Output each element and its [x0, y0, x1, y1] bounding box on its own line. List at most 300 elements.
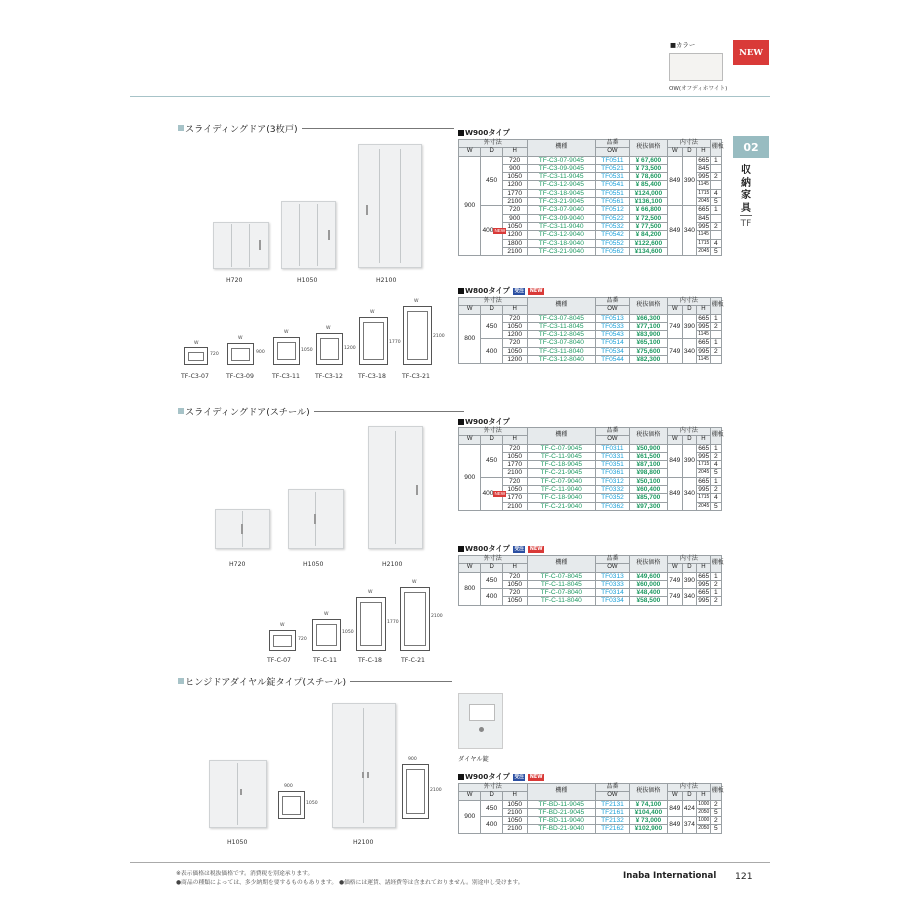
table-row: [459, 477, 722, 485]
cell-shelves: 2: [710, 347, 721, 355]
cell-inner-height: 665: [698, 339, 710, 347]
cell-height: 720: [502, 589, 527, 597]
schematic-label: TF-C3-07: [181, 373, 209, 380]
table-header-row: [459, 140, 722, 148]
table-row: [459, 817, 722, 825]
cell-shelves: 2: [710, 452, 721, 460]
cell-shelves: 5: [710, 502, 721, 510]
cell-price: ¥82,300: [629, 356, 667, 364]
cell-product-code: TF0532: [596, 222, 630, 230]
header-price: 税抜価格: [629, 784, 667, 801]
height-dim: 1050: [301, 348, 313, 353]
cell-model: TF-C3-07-8045: [527, 314, 596, 322]
schematic-label: TF-C-11: [313, 657, 337, 664]
table-row: [459, 314, 722, 322]
width-dim: W: [370, 310, 375, 315]
new-badge-small: NEW: [529, 546, 543, 552]
cell-product-code: TF0551: [596, 189, 630, 197]
cell-inner-height: 995: [698, 597, 710, 605]
cell-height: 1200: [502, 356, 527, 364]
cell-price: ¥ 85,400: [629, 181, 667, 189]
cell-price: ¥ 74,100: [629, 800, 667, 808]
header-dim: H: [697, 306, 711, 314]
cell-product-code: TF0351: [596, 461, 630, 469]
header-rule: [130, 96, 770, 97]
cell-product-code: TF0334: [596, 597, 630, 605]
cell-price: ¥83,900: [629, 331, 667, 339]
cell-height: 1050: [502, 173, 527, 181]
height-dim: 900: [256, 350, 265, 355]
cell-shelves: 2: [710, 817, 721, 825]
cell-inner-height: 995: [698, 173, 710, 181]
width-dim: W: [238, 336, 243, 341]
series-code: TF: [740, 219, 752, 229]
chapter-tab: 02: [733, 136, 769, 158]
cell-height: 1770: [502, 189, 527, 197]
table-header-row: [459, 298, 722, 306]
cell-depth: 400: [481, 589, 502, 606]
header-dim: D: [481, 792, 502, 800]
cell-model: TF-C3-07-9045: [527, 156, 596, 164]
cell-product-code: TF0542: [596, 231, 630, 239]
cell-inner-height: 665: [698, 314, 710, 322]
cell-model: TF-C-11-9040: [527, 486, 596, 494]
cell-height: 1770: [502, 461, 527, 469]
cell-inner-height: 665: [698, 477, 710, 485]
cell-price: ¥102,900: [629, 825, 667, 833]
cell-inner-height: 1145: [698, 181, 709, 188]
cell-shelves: 1: [710, 314, 721, 322]
cell-depth: 400NEW: [481, 477, 502, 510]
cell-shelves: 5: [710, 247, 721, 255]
schematic-drawing: [359, 317, 388, 365]
height-dim: 720: [298, 637, 307, 642]
new-badge-small: NEW: [529, 288, 543, 294]
header-inner-dims: 内寸法: [668, 784, 711, 792]
footnote: ●商品の種類によっては、多少納期を要するものもあります。 ●価格には運賃、諸経費等は含まれておりません。別途申し受けます。: [176, 880, 524, 886]
cell-price: ¥61,500: [629, 452, 667, 460]
cell-inner-width: 849: [668, 817, 683, 834]
table-row: [459, 589, 722, 597]
table-title-w900: W900タイプ: [458, 417, 510, 427]
table-row: [459, 444, 722, 452]
width-dim: 900: [284, 784, 293, 789]
header-dim: W: [459, 306, 481, 314]
photo-label: H2100: [382, 561, 403, 568]
cell-height: 1050: [502, 322, 527, 330]
header-dim: W: [459, 564, 481, 572]
cell-model: TF-C-18-9045: [527, 461, 596, 469]
header-shelf: 棚板: [710, 428, 721, 445]
cabinet-photo-h2100: [332, 703, 396, 828]
cell-product-code: TF0533: [596, 322, 630, 330]
header-color-ow: OW: [596, 792, 630, 800]
dial-lock-photo: [458, 693, 503, 749]
spec-table-sliding3-w800: [458, 297, 722, 364]
cell-price: ¥49,600: [629, 572, 667, 580]
cell-product-code: TF0512: [596, 206, 630, 214]
table-row: [459, 572, 722, 580]
schematic-label: TF-C-07: [267, 657, 291, 664]
header-dim: H: [697, 148, 711, 156]
cell-price: ¥ 84,200: [629, 231, 667, 239]
cell-inner-depth: 390: [682, 444, 697, 477]
header-dim: H: [502, 148, 527, 156]
cell-inner-height: 1000: [698, 800, 710, 807]
cell-inner-depth: 340: [682, 477, 697, 510]
cell-inner-height: 1145: [698, 331, 709, 338]
spec-table-hinge-w900: [458, 783, 722, 834]
cabinet-photo-h720: [215, 509, 270, 549]
cell-model: TF-BD-21-9045: [527, 808, 596, 816]
cell-inner-height: 1715: [698, 461, 710, 468]
cell-depth: 450: [481, 800, 502, 817]
cell-inner-width: 849: [668, 444, 683, 477]
cell-price: ¥ 78,600: [629, 173, 667, 181]
cell-price: ¥136,100: [629, 198, 667, 206]
cell-shelves: 2: [710, 222, 721, 230]
cell-inner-height: 995: [698, 347, 710, 355]
table-header-row: [459, 784, 722, 792]
cell-price: ¥48,400: [629, 589, 667, 597]
cell-price: ¥77,100: [629, 322, 667, 330]
header-price: 税抜価格: [629, 140, 667, 157]
cell-shelves: [710, 214, 721, 222]
schematic-drawing: [403, 306, 432, 365]
dial-caption: ダイヤル錠: [458, 756, 489, 763]
cell-inner-height: 665: [698, 206, 710, 214]
cell-price: ¥ 77,500: [629, 222, 667, 230]
header-dim: W: [459, 436, 481, 444]
header-color-ow: OW: [596, 436, 630, 444]
header-dim: D: [481, 564, 502, 572]
header-dim: D: [481, 148, 502, 156]
cell-depth: 450: [481, 572, 502, 589]
cell-shelves: 4: [710, 239, 721, 247]
cell-model: TF-C3-11-8045: [527, 322, 596, 330]
header-dim: D: [481, 306, 502, 314]
height-dim: 1770: [387, 620, 399, 625]
cell-height: 1200: [502, 331, 527, 339]
header-dim: H: [502, 306, 527, 314]
cell-width: 900: [459, 156, 481, 256]
cell-price: ¥75,600: [629, 347, 667, 355]
cell-height: 720: [502, 477, 527, 485]
cell-model: TF-C3-11-9040: [527, 222, 596, 230]
cell-height: 1050: [502, 597, 527, 605]
cell-shelves: 1: [710, 206, 721, 214]
cell-model: TF-C-21-9040: [527, 502, 596, 510]
cell-inner-depth: 340: [682, 589, 697, 606]
cell-inner-height: 2045: [698, 247, 710, 254]
cell-height: 1050: [502, 452, 527, 460]
cell-shelves: 1: [710, 572, 721, 580]
cell-price: ¥122,600: [629, 239, 667, 247]
cell-product-code: TF0514: [596, 339, 630, 347]
cell-model: TF-C3-21-9045: [527, 198, 596, 206]
juchu-badge: 受注: [514, 546, 524, 552]
cell-product-code: TF0311: [596, 444, 630, 452]
height-dim: 1050: [306, 801, 318, 806]
cell-product-code: TF0314: [596, 589, 630, 597]
photo-label: H720: [229, 561, 246, 568]
section-title-sliding-steel: スライディングドア(スチール): [178, 404, 464, 418]
cell-model: TF-C-11-9045: [527, 452, 596, 460]
cell-model: TF-C3-07-8040: [527, 339, 596, 347]
schematic-label: TF-C3-18: [358, 373, 386, 380]
header-dim: W: [459, 792, 481, 800]
height-dim: 2100: [431, 614, 443, 619]
cell-inner-width: 749: [668, 314, 683, 339]
cell-model: TF-BD-11-9040: [527, 817, 596, 825]
cell-product-code: TF2161: [596, 808, 630, 816]
cell-product-code: TF0511: [596, 156, 630, 164]
header-dim: W: [668, 564, 683, 572]
cell-inner-height: 1715: [698, 494, 710, 501]
cell-shelves: 4: [710, 494, 721, 502]
cell-depth: 450: [481, 314, 502, 339]
cell-price: ¥ 66,800: [629, 206, 667, 214]
cell-product-code: TF2162: [596, 825, 630, 833]
cell-height: 2100: [502, 469, 527, 477]
cell-product-code: TF0362: [596, 502, 630, 510]
schematic-label: TF-C3-09: [226, 373, 254, 380]
cell-height: 1200: [502, 181, 527, 189]
cell-shelves: [710, 356, 721, 364]
table-title-w900: W900タイプ: [458, 128, 510, 138]
cell-height: 1050: [502, 817, 527, 825]
header-dim: W: [459, 148, 481, 156]
cell-model: TF-C3-12-8045: [527, 331, 596, 339]
cell-width: 900: [459, 444, 481, 510]
cell-price: ¥ 67,600: [629, 156, 667, 164]
cell-shelves: 1: [710, 477, 721, 485]
cell-height: 1050: [502, 800, 527, 808]
cell-price: ¥60,400: [629, 486, 667, 494]
cell-height: 1050: [502, 580, 527, 588]
cell-shelves: 2: [710, 597, 721, 605]
header-dim: W: [668, 148, 683, 156]
cabinet-photo-h1050: [281, 201, 336, 269]
schematic-drawing: [356, 597, 386, 651]
cell-shelves: [710, 331, 721, 339]
cell-product-code: TF0352: [596, 494, 630, 502]
cell-inner-height: 2045: [698, 502, 710, 509]
schematic-drawing: [316, 333, 343, 365]
photo-label: H1050: [303, 561, 324, 568]
height-dim: 1770: [389, 340, 401, 345]
table-title-w800: W800タイプ 受注 NEW: [458, 286, 544, 296]
header-outer-dims: 外寸法: [459, 556, 528, 564]
cell-inner-depth: 390: [682, 314, 697, 339]
header-shelf: 棚板: [710, 140, 721, 157]
header-dim: D: [682, 148, 697, 156]
cell-height: 2100: [502, 247, 527, 255]
header-code: 品番: [596, 298, 630, 306]
cell-shelves: 2: [710, 322, 721, 330]
new-badge-small: NEW: [529, 774, 543, 780]
cell-inner-height: 2045: [698, 198, 710, 205]
cell-shelves: [710, 231, 721, 239]
cell-height: 1200: [502, 231, 527, 239]
cell-height: 1050: [502, 486, 527, 494]
cell-shelves: 4: [710, 461, 721, 469]
cell-inner-width: 849: [668, 206, 683, 256]
schematic-drawing: [278, 791, 305, 819]
cell-product-code: TF0562: [596, 247, 630, 255]
cell-price: ¥87,100: [629, 461, 667, 469]
header-code: 品番: [596, 428, 630, 436]
table-row: [459, 206, 722, 214]
cell-product-code: TF0534: [596, 347, 630, 355]
cell-inner-height: 665: [698, 156, 710, 164]
juchu-badge: 受注: [514, 288, 524, 294]
header-dim: D: [682, 564, 697, 572]
section-title-sliding-3door: スライディングドア(3枚戸): [178, 121, 454, 135]
photo-label: H2100: [353, 839, 374, 846]
header-inner-dims: 内寸法: [668, 298, 711, 306]
cell-shelves: 1: [710, 156, 721, 164]
cell-model: TF-C3-11-8040: [527, 347, 596, 355]
width-dim: W: [324, 612, 329, 617]
header-dim: W: [668, 306, 683, 314]
cell-model: TF-C3-09-9040: [527, 214, 596, 222]
schematic-drawing: [269, 630, 296, 651]
header-model: 機種: [527, 428, 596, 445]
header-price: 税抜価格: [629, 556, 667, 573]
cell-depth: 400NEW: [481, 206, 502, 256]
header-code: 品番: [596, 140, 630, 148]
cell-price: ¥58,500: [629, 597, 667, 605]
header-dim: D: [682, 306, 697, 314]
cell-price: ¥104,400: [629, 808, 667, 816]
table-title-w800: W800タイプ 受注 NEW: [458, 544, 544, 554]
cell-product-code: TF0513: [596, 314, 630, 322]
width-dim: 900: [408, 757, 417, 762]
cell-shelves: 1: [710, 444, 721, 452]
cell-inner-depth: 390: [682, 572, 697, 589]
new-badge-small: NEW: [494, 228, 506, 234]
cell-price: ¥65,100: [629, 339, 667, 347]
header-outer-dims: 外寸法: [459, 428, 528, 436]
schematic-drawing: [273, 337, 300, 365]
cell-inner-height: 995: [698, 452, 710, 460]
cell-height: 900: [502, 164, 527, 172]
new-badge: NEW: [733, 40, 769, 65]
cell-inner-width: 849: [668, 800, 683, 817]
cell-height: 720: [502, 339, 527, 347]
height-dim: 1050: [342, 630, 354, 635]
spec-table-steel-w800: [458, 555, 722, 606]
cabinet-photo-h2100: [368, 426, 423, 549]
cell-price: ¥50,100: [629, 477, 667, 485]
cell-model: TF-C3-18-9045: [527, 189, 596, 197]
cell-model: TF-BD-11-9045: [527, 800, 596, 808]
cell-price: ¥50,900: [629, 444, 667, 452]
width-dim: W: [414, 299, 419, 304]
cell-model: TF-C-07-9045: [527, 444, 596, 452]
cell-inner-height: 845: [698, 214, 710, 222]
table-header-row: [459, 428, 722, 436]
height-dim: 2100: [433, 334, 445, 339]
cell-model: TF-C3-11-9045: [527, 173, 596, 181]
cell-model: TF-C-11-8045: [527, 580, 596, 588]
cell-depth: 400: [481, 339, 502, 364]
header-dim: H: [697, 792, 711, 800]
cell-price: ¥66,300: [629, 314, 667, 322]
header-dim: H: [697, 436, 711, 444]
cell-inner-height: 1715: [698, 189, 710, 196]
cell-shelves: 5: [710, 808, 721, 816]
cell-model: TF-C-18-9040: [527, 494, 596, 502]
header-outer-dims: 外寸法: [459, 298, 528, 306]
cell-inner-depth: 374: [682, 817, 697, 834]
cabinet-photo-h720: [213, 222, 269, 269]
cell-shelves: 5: [710, 198, 721, 206]
cell-inner-width: 849: [668, 477, 683, 510]
cell-price: ¥124,000: [629, 189, 667, 197]
cell-height: 2100: [502, 825, 527, 833]
cell-product-code: TF0332: [596, 486, 630, 494]
width-dim: W: [412, 580, 417, 585]
cell-height: 720: [502, 156, 527, 164]
photo-label: H2100: [376, 277, 397, 284]
height-dim: 720: [210, 352, 219, 357]
cell-product-code: TF0531: [596, 173, 630, 181]
cell-inner-height: 995: [698, 486, 710, 494]
header-shelf: 棚板: [710, 784, 721, 801]
height-dim: 2100: [430, 788, 442, 793]
photo-label: H1050: [227, 839, 248, 846]
cell-model: TF-BD-21-9040: [527, 825, 596, 833]
cell-height: 1050: [502, 222, 527, 230]
cabinet-photo-h2100: [358, 144, 422, 268]
footnote: ※表示価格は税抜価格です。消費税を別途承ります。: [176, 871, 314, 877]
cabinet-photo-h1050: [209, 760, 267, 828]
cell-inner-depth: 340: [682, 339, 697, 364]
spec-table-steel-w900: [458, 427, 722, 511]
footer-rule: [130, 862, 770, 863]
header-outer-dims: 外寸法: [459, 140, 528, 148]
header-dim: H: [502, 564, 527, 572]
header-dim: D: [682, 792, 697, 800]
cell-price: ¥134,600: [629, 247, 667, 255]
color-swatch-ow: [669, 53, 723, 81]
cell-model: TF-C3-12-8040: [527, 356, 596, 364]
header-color-ow: OW: [596, 148, 630, 156]
cell-inner-depth: 424: [682, 800, 697, 817]
cell-height: 720: [502, 444, 527, 452]
cell-inner-depth: 340: [682, 206, 697, 256]
table-row: [459, 339, 722, 347]
new-badge-small: NEW: [494, 491, 506, 497]
cell-inner-height: 1145: [698, 231, 709, 238]
section-title-hinge-dial: ヒンジドアダイヤル錠タイプ(スチール): [178, 674, 452, 688]
header-inner-dims: 内寸法: [668, 140, 711, 148]
header-code: 品番: [596, 784, 630, 792]
header-inner-dims: 内寸法: [668, 556, 711, 564]
cell-inner-height: 845: [698, 164, 710, 172]
table-title-w900: W900タイプ 受注 NEW: [458, 772, 544, 782]
header-model: 機種: [527, 556, 596, 573]
photo-label: H720: [226, 277, 243, 284]
width-dim: W: [280, 623, 285, 628]
cell-depth: 400: [481, 817, 502, 834]
cell-product-code: TF0541: [596, 181, 630, 189]
side-divider: [740, 215, 752, 216]
cell-inner-height: 1715: [698, 239, 710, 246]
header-dim: H: [502, 792, 527, 800]
